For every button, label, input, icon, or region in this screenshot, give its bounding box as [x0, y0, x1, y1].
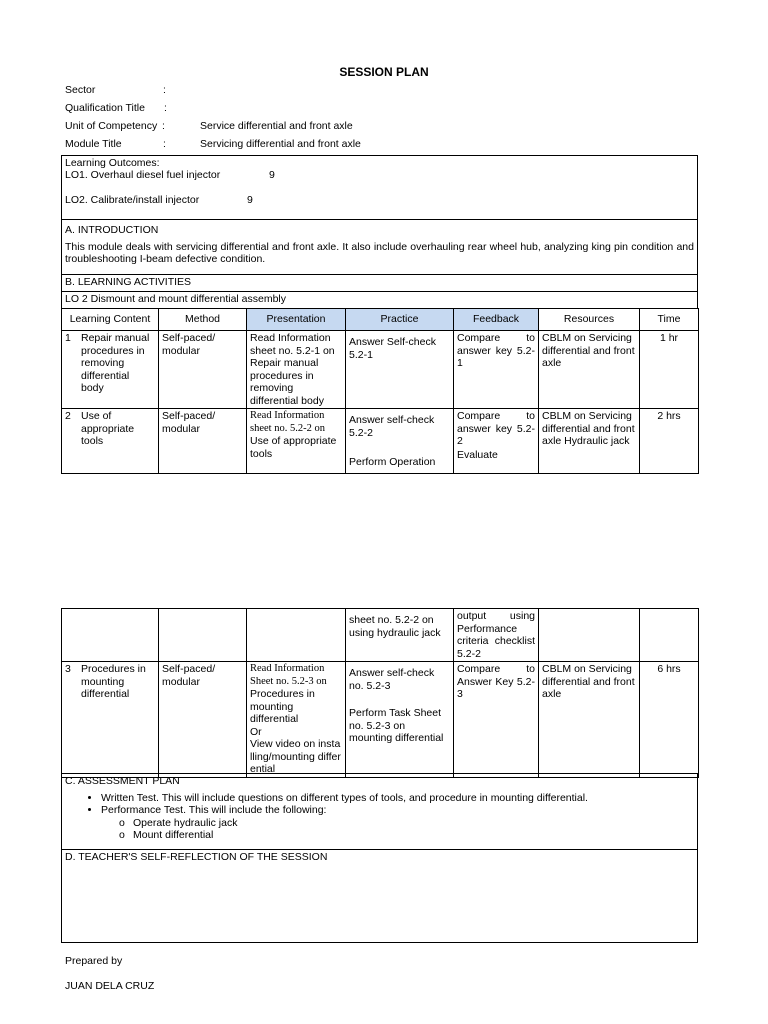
header-label: Module Title — [65, 138, 122, 150]
header-qualification — [65, 102, 705, 116]
header-value: Service differential and front axle — [200, 120, 353, 132]
outcome-lo1: LO1. Overhaul diesel fuel injector — [65, 169, 221, 181]
learning-outcomes — [61, 155, 698, 220]
header-value: Servicing differential and front axle — [200, 138, 361, 150]
cell-presentation — [247, 662, 346, 778]
outcome-lo2-hours: 9 — [247, 194, 253, 206]
cell-presentation: Read Information sheet no. 5.2-1 on Repair manual procedures in removing differential body — [247, 331, 346, 409]
presentation-text: View video on installing/mounting differential — [250, 738, 341, 775]
cell-presentation — [247, 409, 346, 474]
presentation-text: Read Information Sheet no. 5.2-3 on — [250, 663, 327, 687]
header-unit — [65, 120, 705, 134]
row-number: 1 — [65, 332, 71, 344]
presentation-text: Procedures in mounting differential — [250, 688, 315, 725]
practice-text: sheet no. 5.2-2 on using hydraulic jack — [349, 614, 441, 639]
cell-feedback: output using Performance criteria checklist 5.2-2 — [454, 609, 539, 662]
assessment-list — [65, 792, 694, 842]
cell-content — [62, 609, 159, 662]
assessment-section — [61, 773, 698, 850]
feedback-text: Compare to answer key 5.2-2 — [457, 410, 535, 447]
cell-content — [62, 409, 159, 474]
cell-method: Self-paced/ modular — [159, 409, 247, 474]
header-colon: : — [164, 102, 167, 114]
header-colon: : — [162, 120, 165, 132]
col-feedback: Feedback — [454, 309, 539, 331]
cell-practice — [346, 662, 454, 778]
practice-text: Answer self-check no. 5.2-3 — [349, 667, 435, 692]
prepared-by-name: JUAN DELA CRUZ — [65, 980, 155, 992]
practice-text: Answer self-check 5.2-2 — [349, 414, 435, 439]
cell-method — [159, 609, 247, 662]
cell-content — [62, 331, 159, 409]
prepared-by-label: Prepared by — [65, 955, 123, 967]
header-sector — [65, 84, 705, 98]
cell-presentation — [247, 609, 346, 662]
outcomes-heading: Learning Outcomes: — [65, 157, 160, 169]
activities-table — [61, 308, 699, 474]
row-number: 2 — [65, 410, 71, 422]
list-item-text: Performance Test. This will include the following: — [101, 804, 327, 816]
header-colon: : — [163, 84, 166, 96]
practice-text: Perform Operation — [349, 456, 436, 468]
list-item: • Written Test. This will include questions on different types of tools, and procedure in mounting differential. — [101, 792, 694, 805]
activities-heading-text: B. LEARNING ACTIVITIES — [65, 276, 192, 288]
introduction-section — [61, 219, 698, 275]
page-title: SESSION PLAN — [339, 65, 429, 79]
row-content-text: Repair manual procedures in removing differential body — [81, 332, 150, 394]
row-number: 3 — [65, 663, 71, 675]
cell-practice — [346, 331, 454, 409]
cell-method: Self-paced/ modular — [159, 331, 247, 409]
cell-practice — [346, 409, 454, 474]
col-method: Method — [159, 309, 247, 331]
presentation-text: Use of appropriate tools — [250, 435, 337, 460]
cell-time: 1 hr — [640, 331, 699, 409]
cell-time: 6 hrs — [640, 662, 699, 778]
cell-resources: CBLM on Servicing differential and front axle Hydraulic jack — [539, 409, 640, 474]
header-module — [65, 138, 705, 152]
cell-practice — [346, 609, 454, 662]
practice-text: Answer Self-check 5.2-1 — [349, 336, 436, 361]
cell-time — [640, 609, 699, 662]
outcome-lo1-hours: 9 — [269, 169, 275, 181]
introduction-text: This module deals with servicing differential and front axle. It also include overhauling rear wheel hub, analyzing king pin condition and troubleshooting I-beam defective condition. — [65, 240, 694, 265]
practice-text: Perform Task Sheet no. 5.2-3 on mounting differential — [349, 707, 444, 744]
cell-content — [62, 662, 159, 778]
reflection-section — [61, 849, 698, 943]
cell-feedback: Compare to Answer Key 5.2-3 — [454, 662, 539, 778]
assessment-heading: C. ASSESSMENT PLAN — [65, 775, 180, 787]
learning-activities-heading — [61, 274, 698, 292]
table-row — [62, 409, 699, 474]
col-resources: Resources — [539, 309, 640, 331]
presentation-text: Read Information sheet no. 5.2-2 on — [250, 410, 325, 434]
activities-table-continued — [61, 608, 699, 778]
row-content-text: Procedures in mounting differential — [81, 663, 146, 700]
cell-resources: CBLM on Servicing differential and front axle — [539, 662, 640, 778]
table-header-row — [62, 309, 699, 331]
lo-line — [61, 291, 698, 309]
cell-method: Self-paced/ modular — [159, 662, 247, 778]
row-content-text: Use of appropriate tools — [81, 410, 135, 447]
lo-line-text: LO 2 Dismount and mount differential assembly — [65, 293, 287, 305]
presentation-text: Or — [250, 725, 262, 738]
list-item: o Operate hydraulic jack — [119, 817, 694, 830]
cell-resources — [539, 609, 640, 662]
header-label: Sector — [65, 84, 96, 96]
col-time: Time — [640, 309, 699, 331]
list-item: o Mount differential — [119, 829, 694, 842]
cell-feedback — [454, 409, 539, 474]
cell-feedback: Compare to answer key 5.2-1 — [454, 331, 539, 409]
cell-resources: CBLM on Servicing differential and front axle — [539, 331, 640, 409]
feedback-text: Evaluate — [457, 448, 498, 461]
header-label: Qualification Title — [65, 102, 145, 114]
assessment-sub-list — [101, 817, 694, 842]
cell-time: 2 hrs — [640, 409, 699, 474]
introduction-heading: A. INTRODUCTION — [65, 224, 159, 236]
col-presentation: Presentation — [247, 309, 346, 331]
table-row — [62, 662, 699, 778]
table-row — [62, 331, 699, 409]
reflection-heading: D. TEACHER'S SELF-REFLECTION OF THE SESSION — [65, 851, 328, 863]
outcome-lo2: LO2. Calibrate/install injector — [65, 194, 200, 206]
header-colon: : — [163, 138, 166, 150]
col-practice: Practice — [346, 309, 454, 331]
table-row — [62, 609, 699, 662]
list-item — [101, 804, 694, 842]
header-label: Unit of Competency — [65, 120, 158, 132]
col-learning-content: Learning Content — [62, 309, 159, 331]
